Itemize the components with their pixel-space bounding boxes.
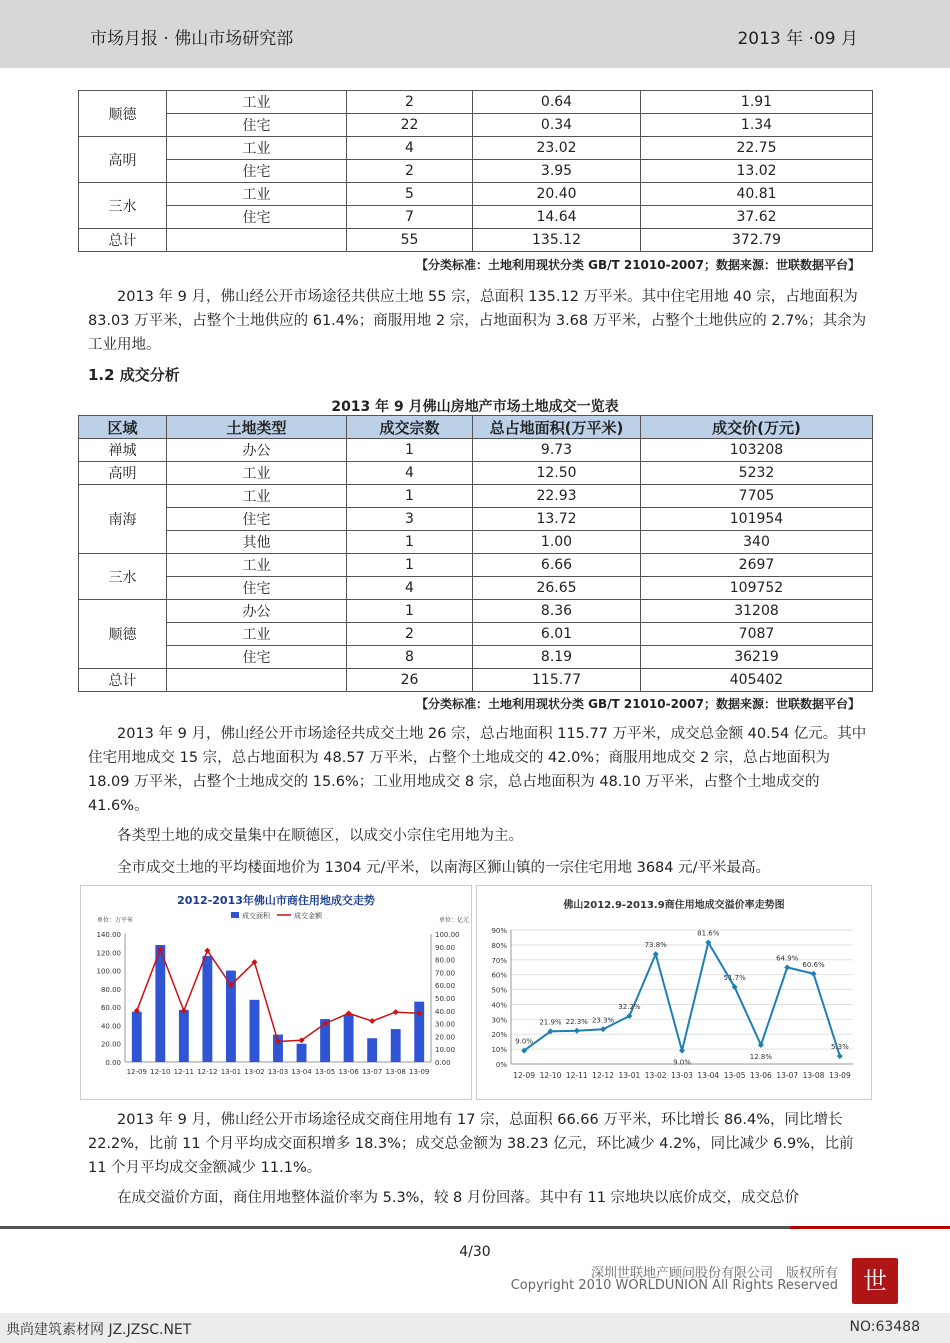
- region-cell: 三水: [79, 554, 167, 600]
- x-tick-label: 13-05: [723, 1071, 746, 1080]
- legend-label-amount: 成交金额: [294, 912, 322, 920]
- legend-swatch-area: [231, 912, 239, 918]
- table-cell: 2: [347, 160, 473, 183]
- bar-area: [367, 1038, 377, 1062]
- x-tick-label: 13-07: [776, 1071, 799, 1080]
- table-cell: 4: [347, 577, 473, 600]
- data-label: 32.2%: [618, 1003, 641, 1012]
- left-tick-label: 100.00: [96, 967, 121, 976]
- x-tick-label: 12-09: [513, 1071, 536, 1080]
- table-cell: 住宅: [167, 114, 347, 137]
- line-point-premium: [758, 1042, 764, 1048]
- x-tick-label: 13-04: [291, 1068, 312, 1076]
- region-cell: 顺德: [79, 91, 167, 137]
- data-label: 9.0%: [515, 1037, 534, 1046]
- table-row: [79, 206, 873, 229]
- line-point-premium: [574, 1028, 580, 1034]
- table-row: [79, 439, 873, 462]
- data-label: 51.7%: [723, 974, 746, 983]
- x-tick-label: 13-05: [314, 1068, 336, 1076]
- data-label: 64.9%: [776, 954, 799, 963]
- page-number: 4/30: [459, 1244, 491, 1260]
- right-tick-label: 60.00: [435, 982, 456, 991]
- table-cell: 1: [347, 531, 473, 554]
- x-tick-label: 12-11: [173, 1068, 195, 1076]
- table-cell: 2: [347, 91, 473, 114]
- table-cell: 3: [347, 508, 473, 531]
- y-tick-label: 80%: [491, 941, 507, 950]
- site-watermark: 典尚建筑素材网 JZ.JZSC.NET: [6, 1322, 192, 1338]
- bar-area: [179, 1010, 189, 1062]
- legend-label-area: 成交面积: [242, 912, 270, 920]
- table-cell: 26: [347, 669, 473, 692]
- table-cell: 101954: [641, 508, 873, 531]
- table-row: [79, 531, 873, 554]
- table-cell: 工业: [167, 183, 347, 206]
- table-header-cell: 成交宗数: [347, 416, 473, 439]
- x-tick-label: 12-10: [150, 1068, 171, 1076]
- x-tick-label: 13-02: [244, 1068, 265, 1076]
- left-tick-label: 60.00: [100, 1004, 121, 1013]
- table-cell: 20.40: [473, 183, 641, 206]
- table-cell: 372.79: [641, 229, 873, 252]
- chart-premium-rate: [476, 885, 872, 1100]
- x-tick-label: 13-03: [671, 1071, 693, 1080]
- x-tick-label: 12-12: [197, 1068, 218, 1076]
- table-row: [79, 554, 873, 577]
- table-cell: 36219: [641, 646, 873, 669]
- x-tick-label: 13-07: [361, 1068, 383, 1076]
- data-label: 12.8%: [749, 1052, 773, 1061]
- bar-area: [155, 945, 165, 1062]
- paragraph-district: 各类型土地的成交量集中在顺德区，以成交小宗住宅用地为主。: [117, 828, 523, 844]
- table-cell: 1.00: [473, 531, 641, 554]
- table-cell: 13.02: [641, 160, 873, 183]
- region-cell: 总计: [79, 669, 167, 692]
- x-tick-label: 12-12: [592, 1071, 614, 1080]
- table-cell: 工业: [167, 485, 347, 508]
- table-cell: 住宅: [167, 206, 347, 229]
- right-tick-label: 0.00: [435, 1059, 451, 1067]
- left-axis-unit: 单位：万平米: [97, 917, 134, 924]
- table-cell: 13.72: [473, 508, 641, 531]
- bar-area: [344, 1014, 354, 1062]
- table-cell: 工业: [167, 462, 347, 485]
- table-row: [79, 91, 873, 114]
- y-tick-label: 0%: [495, 1061, 507, 1069]
- footer-accent: [790, 1226, 950, 1229]
- table-cell: 40.81: [641, 183, 873, 206]
- table-row: [79, 669, 873, 692]
- x-tick-label: 12-10: [539, 1071, 562, 1080]
- right-tick-label: 90.00: [435, 943, 456, 952]
- table-cell: 109752: [641, 577, 873, 600]
- table-cell: 37.62: [641, 206, 873, 229]
- x-tick-label: 13-09: [409, 1068, 430, 1076]
- table-cell: 14.64: [473, 206, 641, 229]
- paragraph-transaction: 2013 年 9 月，佛山经公开市场途径共成交土地 26 宗，总占地面积 115.77 万平米，成交总金额 40.54 亿元。其中住宅用地成交 15 宗，总占地面积为 48.57 万平米，占整个土地成交的 42.0%；商服用地成交 2 宗，总占地面积为 18.09 万平米，占整个土地成交的 15.6%；工业用地成交 8 宗，总占地面积为 48.10 万平米，占整个土地成交的 41.6%。: [88, 726, 867, 814]
- table-cell: 其他: [167, 531, 347, 554]
- x-tick-label: 13-02: [644, 1071, 667, 1080]
- transaction-table: [78, 415, 873, 692]
- paragraph-premium: 在成交溢价方面，商住用地整体溢价率为 5.3%，较 8 月份回落。其中有 11 宗地块以底价成交，成交总价: [117, 1190, 800, 1206]
- table-cell: 0.64: [473, 91, 641, 114]
- table-cell: 工业: [167, 623, 347, 646]
- table-header-cell: 总占地面积(万平米): [473, 416, 641, 439]
- table-cell: 8.36: [473, 600, 641, 623]
- table-row: [79, 160, 873, 183]
- table-cell: 103208: [641, 439, 873, 462]
- worldunion-logo: [852, 1258, 898, 1304]
- chart1-title: 2012-2013年佛山市商住用地成交走势: [177, 894, 375, 907]
- x-tick-label: 13-01: [220, 1068, 242, 1076]
- page-header: [0, 0, 950, 68]
- copyright: Copyright 2010 WORLDUNION All Rights Reserved: [510, 1278, 838, 1293]
- table-cell: 7087: [641, 623, 873, 646]
- region-cell: 禅城: [79, 439, 167, 462]
- table-cell: 340: [641, 531, 873, 554]
- table-cell: 26.65: [473, 577, 641, 600]
- data-label: 22.3%: [565, 1017, 588, 1026]
- header-title: 市场月报 · 佛山市场研究部: [90, 29, 294, 49]
- region-cell: 三水: [79, 183, 167, 229]
- table-cell: 工业: [167, 137, 347, 160]
- x-tick-label: 13-08: [385, 1068, 406, 1076]
- table-cell: 2697: [641, 554, 873, 577]
- table-cell: 115.77: [473, 669, 641, 692]
- right-tick-label: 10.00: [435, 1046, 456, 1055]
- x-tick-label: 13-06: [338, 1068, 359, 1076]
- table-row: [79, 114, 873, 137]
- table-cell: 1.34: [641, 114, 873, 137]
- table-cell: 9.73: [473, 439, 641, 462]
- table2-title: 2013 年 9 月佛山房地产市场土地成交一览表: [331, 399, 619, 415]
- x-tick-label: 13-06: [750, 1071, 772, 1080]
- right-tick-label: 80.00: [435, 956, 456, 965]
- image-number: NO:63488: [849, 1319, 920, 1335]
- table-row: [79, 623, 873, 646]
- y-tick-label: 40%: [491, 1001, 507, 1010]
- chart-area-amount: [80, 885, 472, 1100]
- table-row: [79, 600, 873, 623]
- premium-rate-chart-svg: [477, 886, 871, 1099]
- x-tick-label: 12-11: [565, 1071, 588, 1080]
- data-label: 9.0%: [673, 1058, 691, 1067]
- table-cell: 7705: [641, 485, 873, 508]
- section-title: 1.2 成交分析: [88, 366, 180, 384]
- line-point-amount: [369, 1018, 375, 1024]
- table2-source: 【分类标准：土地利用现状分类 GB/T 21010-2007；数据来源：世联数据平台】: [415, 697, 860, 711]
- table-cell: 住宅: [167, 160, 347, 183]
- right-tick-label: 40.00: [435, 1007, 456, 1016]
- x-tick-label: 13-04: [697, 1071, 720, 1080]
- data-label: 60.6%: [802, 960, 825, 969]
- table-cell: 8: [347, 646, 473, 669]
- right-tick-label: 30.00: [435, 1020, 456, 1029]
- line-point-premium: [784, 964, 790, 970]
- y-tick-label: 30%: [491, 1016, 507, 1025]
- table-cell: 办公: [167, 600, 347, 623]
- table-cell: 6.01: [473, 623, 641, 646]
- region-cell: 高明: [79, 462, 167, 485]
- table-cell: 1: [347, 600, 473, 623]
- bar-area: [132, 1012, 142, 1062]
- table-cell: 5232: [641, 462, 873, 485]
- table-cell: 7: [347, 206, 473, 229]
- company-name: 深圳世联地产顾问股份有限公司 版权所有: [590, 1266, 838, 1281]
- table-cell: 3.95: [473, 160, 641, 183]
- data-label: 73.8%: [644, 941, 667, 950]
- data-label: 23.3%: [591, 1016, 615, 1025]
- watermark-band: [0, 1313, 950, 1343]
- line-point-premium: [653, 951, 659, 957]
- right-axis-unit: 单位：亿元: [439, 917, 470, 924]
- table-cell: 0.34: [473, 114, 641, 137]
- left-tick-label: 20.00: [100, 1040, 121, 1049]
- y-tick-label: 20%: [491, 1031, 507, 1040]
- table-cell: 工业: [167, 91, 347, 114]
- region-cell: 高明: [79, 137, 167, 183]
- y-tick-label: 10%: [491, 1046, 507, 1055]
- table-cell: [167, 669, 347, 692]
- data-label: 5.3%: [830, 1043, 849, 1052]
- right-tick-label: 50.00: [435, 995, 456, 1003]
- table-cell: 住宅: [167, 646, 347, 669]
- left-tick-label: 40.00: [100, 1022, 121, 1031]
- header-date: 2013 年 ·09 月: [737, 29, 858, 49]
- paragraph-commercial: 2013 年 9 月，佛山经公开市场途径成交商住用地有 17 宗，总面积 66.66 万平米，环比增长 86.4%，同比增长 22.2%，比前 11 个月平均成交面积增多 18.3%；成交总金额为 38.23 亿元，环比减少 4.2%，同比减少 6.9%，比前 11 个月平均成交金额减少 11.1%。: [88, 1112, 854, 1176]
- x-tick-label: 13-03: [267, 1068, 289, 1076]
- y-tick-label: 50%: [491, 986, 507, 995]
- table-cell: 1: [347, 439, 473, 462]
- right-tick-label: 100.00: [435, 931, 460, 939]
- table-cell: 31208: [641, 600, 873, 623]
- bar-area: [391, 1029, 401, 1062]
- table-cell: 22.93: [473, 485, 641, 508]
- table-row: [79, 485, 873, 508]
- region-cell: 南海: [79, 485, 167, 554]
- table-cell: 5: [347, 183, 473, 206]
- line-point-premium: [837, 1053, 843, 1059]
- table-row: [79, 646, 873, 669]
- table-row: [79, 137, 873, 160]
- bar-area: [250, 1000, 260, 1062]
- region-cell: 总计: [79, 229, 167, 252]
- y-tick-label: 70%: [491, 956, 507, 965]
- supply-table: [78, 90, 873, 252]
- table-cell: 12.50: [473, 462, 641, 485]
- table-cell: 4: [347, 137, 473, 160]
- table-cell: 1.91: [641, 91, 873, 114]
- bar-area: [202, 956, 212, 1062]
- table-cell: 405402: [641, 669, 873, 692]
- table-cell: 23.02: [473, 137, 641, 160]
- table-header-cell: 区域: [79, 416, 167, 439]
- table-cell: 6.66: [473, 554, 641, 577]
- right-tick-label: 20.00: [435, 1033, 456, 1042]
- table-header-cell: 土地类型: [167, 416, 347, 439]
- table-cell: 住宅: [167, 508, 347, 531]
- table-row: [79, 577, 873, 600]
- table-cell: 1: [347, 554, 473, 577]
- table-cell: [167, 229, 347, 252]
- table-cell: 8.19: [473, 646, 641, 669]
- line-point-premium: [679, 1048, 685, 1054]
- area-amount-chart-svg: [81, 886, 471, 1099]
- table-cell: 2: [347, 623, 473, 646]
- line-point-premium: [811, 971, 817, 977]
- table1-source: 【分类标准：土地利用现状分类 GB/T 21010-2007；数据来源：世联数据平台】: [415, 258, 860, 272]
- table-cell: 135.12: [473, 229, 641, 252]
- table-cell: 4: [347, 462, 473, 485]
- bar-area: [297, 1044, 307, 1062]
- table-cell: 住宅: [167, 577, 347, 600]
- paragraph-supply: 2013 年 9 月，佛山经公开市场途径共供应土地 55 宗，总面积 135.12 万平米。其中住宅用地 40 宗，占地面积为 83.03 万平米，占整个土地供应的 61.4%；商服用地 2 宗，占地面积为 3.68 万平米，占整个土地供应的 2.7%；其余为工业用地。: [88, 289, 867, 353]
- x-tick-label: 12-09: [126, 1068, 147, 1076]
- left-tick-label: 120.00: [96, 949, 121, 958]
- x-tick-label: 13-09: [828, 1071, 851, 1080]
- table-cell: 办公: [167, 439, 347, 462]
- right-tick-label: 70.00: [435, 969, 456, 978]
- logo-glyph: 世: [863, 1267, 887, 1295]
- table-cell: 1: [347, 485, 473, 508]
- table-row: [79, 508, 873, 531]
- table-cell: 22: [347, 114, 473, 137]
- table-header-cell: 成交价(万元): [641, 416, 873, 439]
- data-label: 21.9%: [539, 1018, 562, 1027]
- x-tick-label: 13-01: [618, 1071, 641, 1080]
- table-cell: 55: [347, 229, 473, 252]
- y-tick-label: 60%: [491, 971, 507, 980]
- chart2-title: 佛山2012.9-2013.9商住用地成交溢价率走势图: [563, 900, 785, 911]
- left-tick-label: 80.00: [100, 985, 121, 994]
- table-row: [79, 183, 873, 206]
- line-point-amount: [393, 1009, 399, 1015]
- table-cell: 工业: [167, 554, 347, 577]
- table-cell: 22.75: [641, 137, 873, 160]
- x-tick-label: 13-08: [802, 1071, 825, 1080]
- data-label: 81.6%: [697, 929, 720, 938]
- y-tick-label: 90%: [491, 927, 507, 935]
- region-cell: 顺德: [79, 600, 167, 669]
- left-tick-label: 140.00: [96, 931, 121, 939]
- table-row: [79, 462, 873, 485]
- paragraph-price: 全市成交土地的平均楼面地价为 1304 元/平米，以南海区狮山镇的一宗住宅用地 3684 元/平米最高。: [117, 860, 771, 876]
- table-row: [79, 229, 873, 252]
- left-tick-label: 0.00: [105, 1059, 121, 1067]
